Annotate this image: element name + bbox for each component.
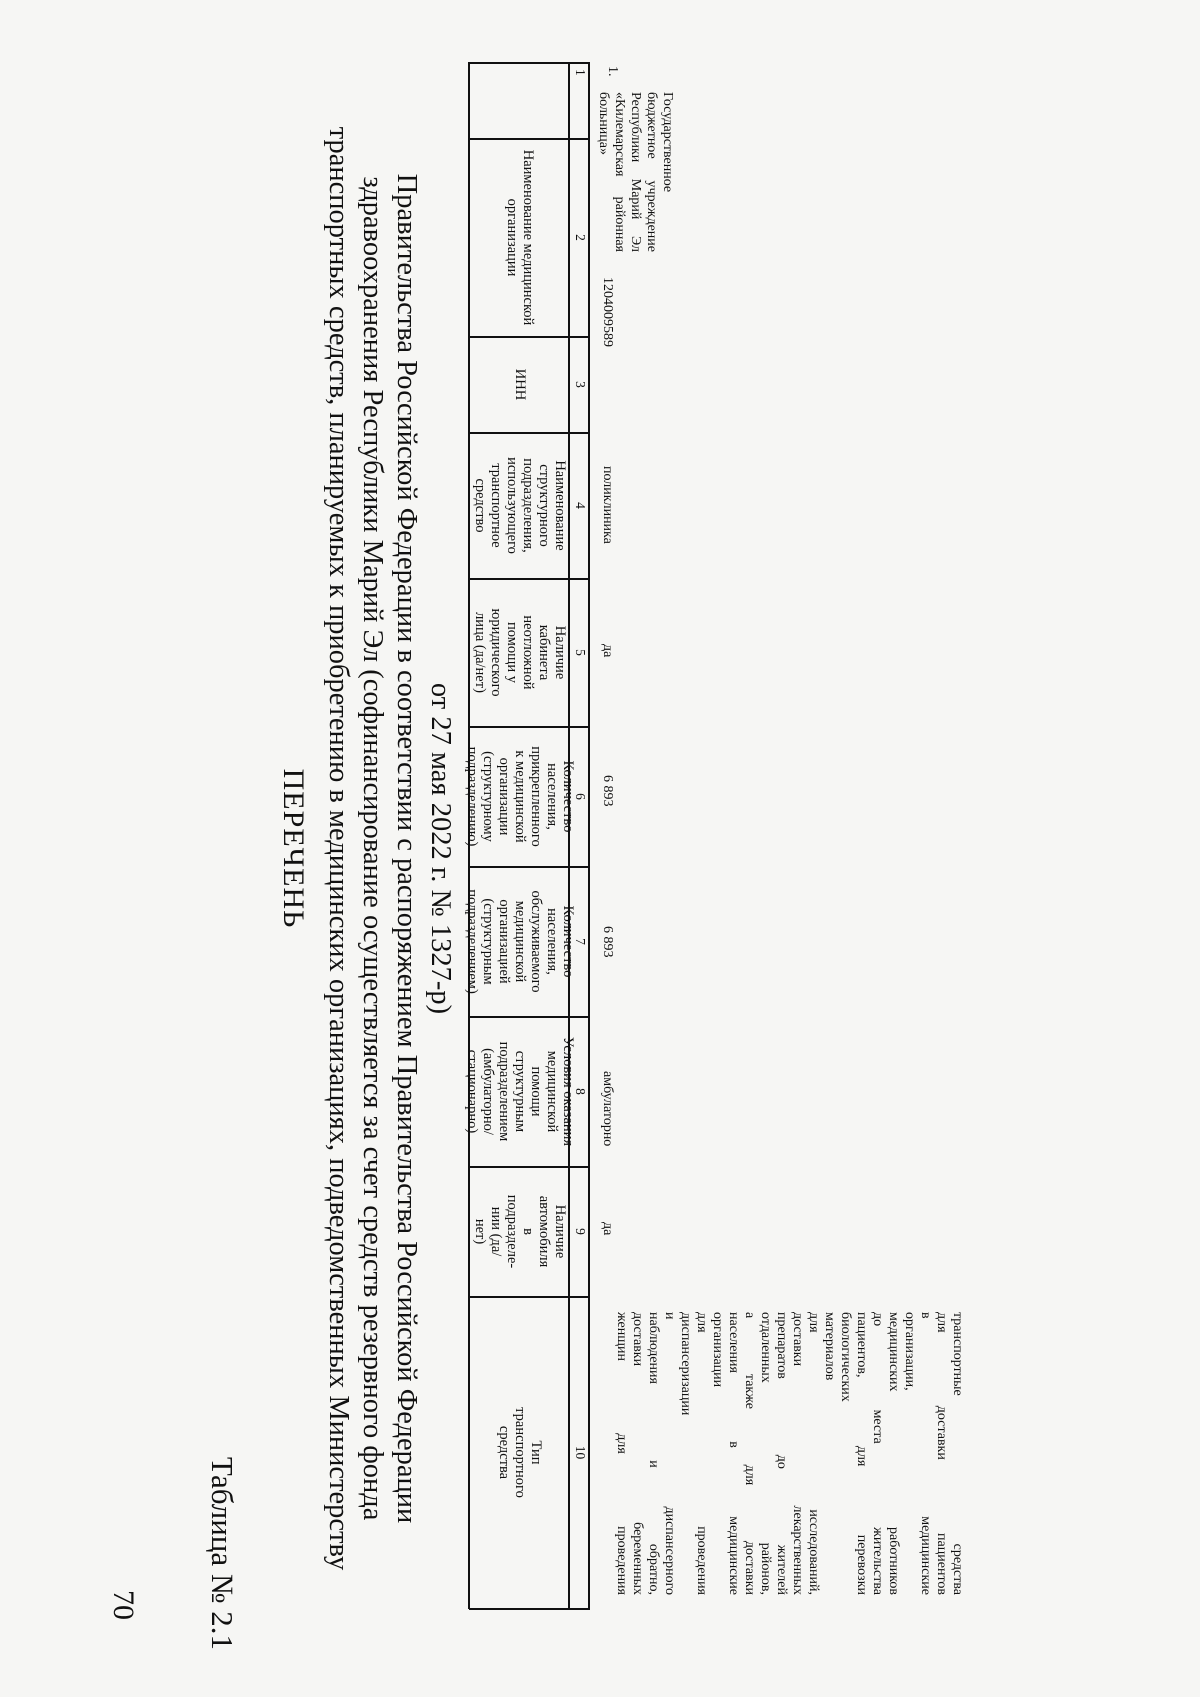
inn-cell: 1204009589 <box>600 277 615 347</box>
vehicle-type-line: материалов <box>822 1312 837 1381</box>
column-number: 8 <box>573 1088 588 1095</box>
title-line-4: от 27 мая 2022 г. № 1327-р) <box>425 682 456 1015</box>
vehicle-available-cell: да <box>600 1222 615 1236</box>
vehicle-type-line: препаратов до жителей <box>774 1312 789 1595</box>
vehicle-type-line: пациентов, для перевозки <box>854 1312 869 1595</box>
organization-line: больница» <box>596 92 611 155</box>
vehicle-type-cell <box>613 1312 965 1595</box>
column-number: 5 <box>573 649 588 656</box>
header-emergency-room: Наличие кабинета неотложной помощи у юридического лица (да/нет) <box>472 608 568 697</box>
header-subdivision: Наименование структурного подразделения, использующего транспортное средство <box>472 457 568 554</box>
column-number: 6 <box>573 793 588 800</box>
column-rule <box>469 1608 590 1610</box>
title-line-2: здравоохранения Республики Марий Эл (софинансирование осуществляется за счет средств резервного фонда <box>357 176 388 1521</box>
vehicle-type-line: в медицинские <box>918 1312 933 1595</box>
vehicle-type-line: доставки лекарственных <box>790 1312 805 1595</box>
vehicle-type-line: отдаленных районов, <box>758 1312 773 1595</box>
organization-line: бюджетное учреждение <box>644 92 659 252</box>
column-number: 3 <box>573 381 588 388</box>
organization-line: Государственное <box>660 92 675 193</box>
header-organization: Наименование медицинской организации <box>504 149 536 326</box>
subdivision-cell: поликлиника <box>600 466 615 544</box>
vehicle-type-line: для доставки пациентов <box>934 1312 949 1595</box>
vehicle-type-line: до места жительства <box>870 1312 885 1595</box>
page-number: 70 <box>107 1590 140 1620</box>
header-attached-population: Количество населения, прикрепленного к медицинской организации (структурному подразделению) <box>464 746 576 847</box>
column-number: 9 <box>573 1228 588 1235</box>
column-number: 10 <box>573 1445 588 1460</box>
organization-line: «Килемарская районная <box>612 92 627 252</box>
vehicle-type-line: женщин для проведения <box>614 1312 629 1595</box>
emergency-room-cell: да <box>600 644 615 658</box>
vehicle-type-line: наблюдения и обратно, <box>646 1312 661 1595</box>
vehicle-type-line: доставки беременных <box>630 1312 645 1595</box>
column-number: 4 <box>573 502 588 509</box>
header-served-population: Количество населения, обслуживаемого медицинской организацией (структурным подразделением) <box>464 889 576 994</box>
column-number: 1 <box>573 69 588 76</box>
header-vehicle-available: Наличие автомобиля в подразделе- нии (да/нет) <box>472 1194 568 1269</box>
vehicle-type-line: биологических <box>838 1312 853 1402</box>
table-label: Таблица № 2.1 <box>205 1456 240 1650</box>
header-inn: ИНН <box>512 368 528 401</box>
vehicle-type-line: транспортные средства <box>950 1312 965 1595</box>
document-title: ПЕРЕЧЕНЬ <box>277 768 310 929</box>
row-index: 1. <box>605 66 620 77</box>
organization-line: Республики Марий Эл <box>628 92 643 252</box>
served-population-cell: 6 893 <box>600 926 615 958</box>
vehicle-type-line: населения в медицинские <box>726 1312 741 1595</box>
vehicles-table <box>460 62 1200 1609</box>
organization-cell <box>595 92 675 252</box>
vehicle-type-line: организации <box>710 1312 725 1388</box>
vehicle-type-line: диспансеризации <box>678 1312 693 1416</box>
vehicle-type-line: для исследований, <box>806 1312 821 1595</box>
vehicle-type-line: а также для доставки <box>742 1312 757 1595</box>
vehicle-type-line: организации, <box>902 1312 917 1391</box>
title-line-3: Правительства Российской Федерации в соответствии с распоряжением Правительства Российской Федерации <box>391 173 422 1524</box>
header-care-conditions: Условия оказания медицинской помощи структурным подразделением (амбулаторно/ стационарно) <box>464 1036 576 1147</box>
column-number: 7 <box>573 938 588 945</box>
header-vehicle-type: Тип транспортного средства <box>496 1407 544 1498</box>
vehicle-type-line: для проведения <box>694 1312 709 1595</box>
vehicle-type-line: и диспансерного <box>662 1312 677 1595</box>
vehicle-type-line: медицинских работников <box>886 1312 901 1595</box>
column-number: 2 <box>573 234 588 241</box>
attached-population-cell: 6 893 <box>600 775 615 807</box>
care-conditions-cell: амбулаторно <box>600 1071 615 1147</box>
header-col-1 <box>470 63 570 138</box>
title-line-1: транспортных средств, планируемых к приобретению в медицинских организациях, подведомственных Министерству <box>323 126 354 1571</box>
